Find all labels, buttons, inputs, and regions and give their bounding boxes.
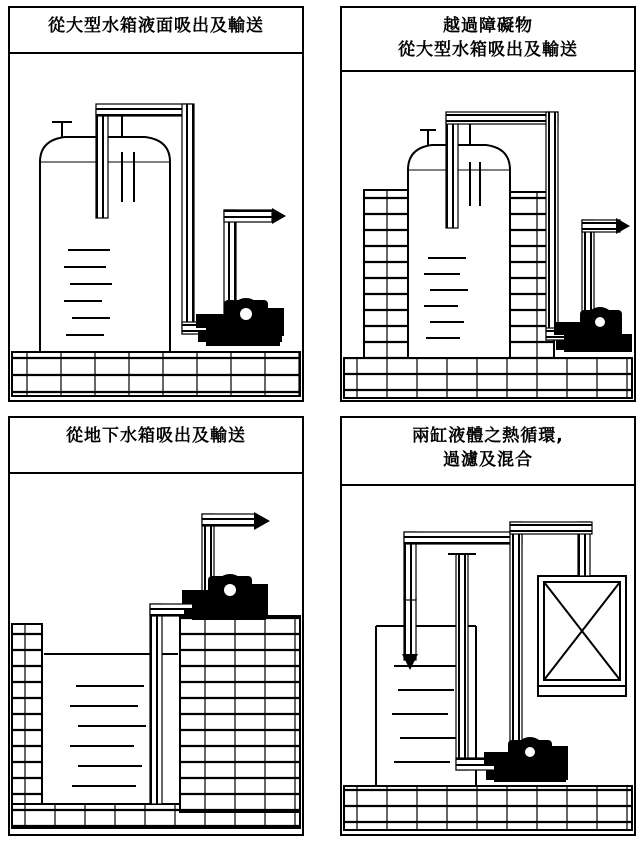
panel-1-caption-line-1: 從大型水箱液面吸出及輸送: [48, 16, 264, 36]
panel-4-caption-line-2: 過濾及混合: [443, 450, 533, 470]
brick-base: [344, 786, 632, 830]
panel-3-stage: [10, 474, 302, 834]
filter-tank-right: [538, 576, 626, 696]
panel-3-caption-line-1: 從地下水箱吸出及輸送: [66, 426, 246, 446]
suction-pipe: [448, 554, 514, 770]
panel-2-stage: [342, 70, 634, 400]
panel-2-caption-line-1: 越過障礙物: [443, 16, 533, 36]
water-pump: [554, 307, 632, 352]
water-pump: [196, 298, 284, 346]
panel-1: [8, 6, 304, 402]
panel-2: [340, 6, 636, 402]
panel-4-caption-line-1: 兩缸液體之熱循環,: [412, 426, 564, 446]
flow-arrow-icon: [254, 512, 270, 530]
panel-4-stage: [342, 486, 634, 834]
panel-4: [340, 416, 636, 836]
flow-arrow-icon: [272, 208, 286, 224]
storage-tank: [408, 118, 510, 358]
panel-2-caption-line-2: 從大型水箱吸出及輸送: [398, 40, 578, 60]
brick-base: [344, 358, 632, 398]
panel-3: [8, 416, 304, 836]
water-pump: [484, 737, 568, 782]
panel-3-caption: [10, 418, 302, 448]
panel-1-caption: [10, 8, 302, 38]
panel-1-stage: [10, 52, 302, 400]
brick-base: [12, 352, 300, 396]
water-pump: [182, 574, 268, 620]
panel-2-caption: [342, 8, 634, 62]
obstacle-wall-left: [364, 190, 408, 358]
flow-arrow-icon: [616, 218, 630, 234]
panel-4-caption: [342, 418, 634, 472]
